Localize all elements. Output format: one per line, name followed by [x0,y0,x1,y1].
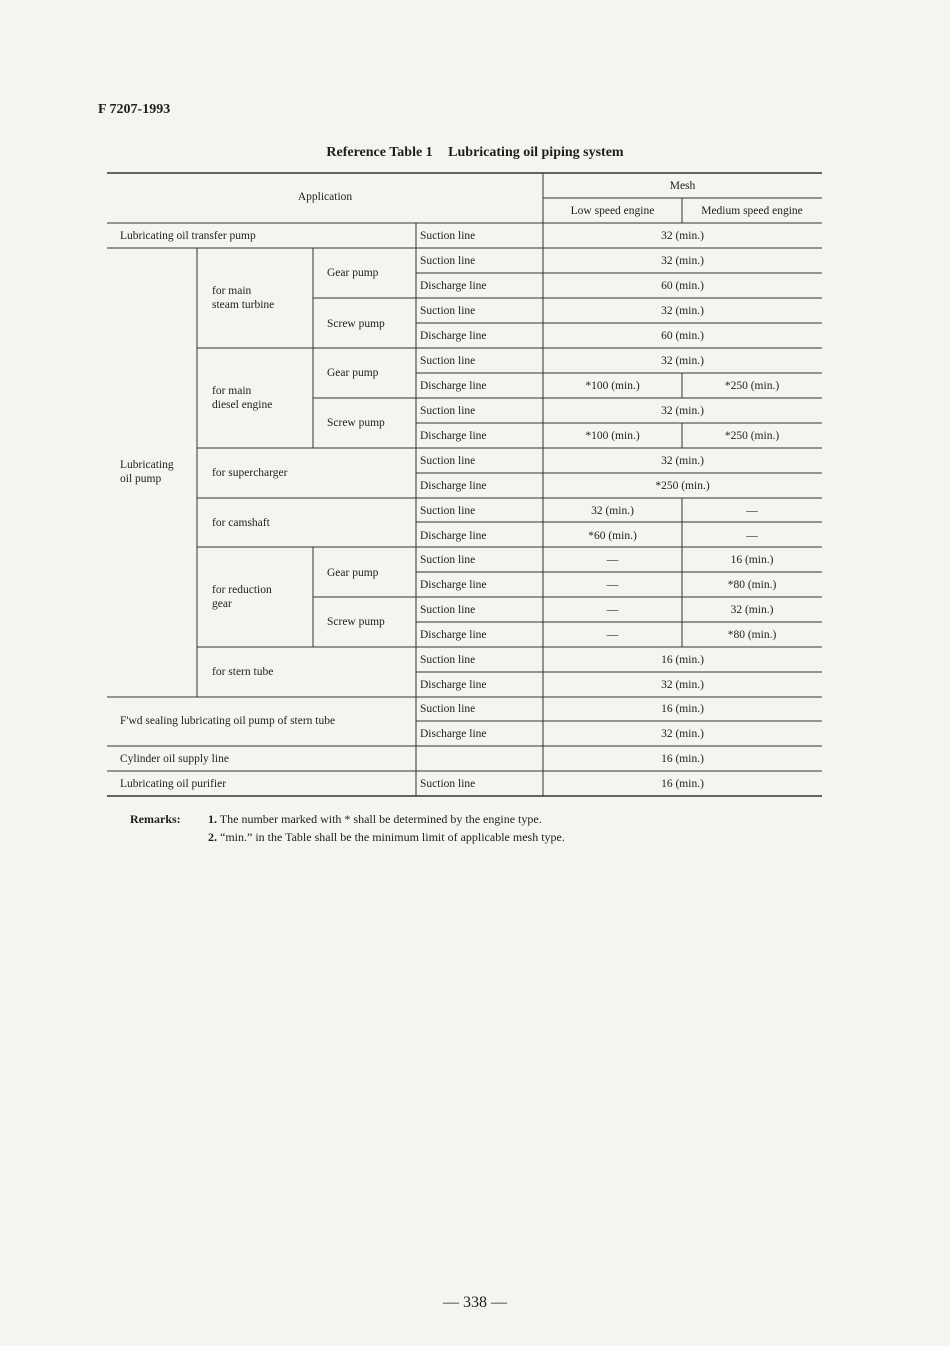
mesh-value: — [606,579,619,591]
mesh-value: 32 (min.) [661,728,704,740]
line-type: Discharge line [420,430,487,442]
mesh-value: *250 (min.) [724,380,780,392]
pump-type-gear: Gear pump [327,367,379,379]
line-type: Suction line [420,255,476,267]
sub-label-stern-tube: for stern tube [212,666,274,678]
pump-type-gear: Gear pump [327,267,379,279]
mesh-value: — [606,629,619,641]
mesh-value: 16 (min.) [661,778,704,790]
remark-text: “min.” in the Table shall be the minimum limit of applicable mesh type. [220,830,565,844]
line-type: Suction line [420,355,476,367]
mesh-value: *100 (min.) [585,380,640,392]
row-label-transfer-pump: Lubricating oil transfer pump [120,230,256,242]
pump-type-screw: Screw pump [327,318,385,330]
mesh-value: *60 (min.) [588,530,637,542]
page-number: — 338 — [443,1294,507,1311]
table-title-reference: Reference Table 1 [326,145,433,160]
mesh-value: 32 (min.) [661,305,704,317]
mesh-value: — [606,604,619,616]
sub-label-reduction-gear: for reduction gear [212,584,272,610]
line-type: Discharge line [420,280,487,292]
mesh-value: 32 (min.) [661,355,704,367]
line-type: Discharge line [420,480,487,492]
header-mesh: Mesh [669,180,696,192]
row-label-cylinder-oil: Cylinder oil supply line [120,753,229,765]
remarks-label: Remarks: [130,812,181,826]
mesh-value: 16 (min.) [661,753,704,765]
pump-type-gear: Gear pump [327,567,379,579]
mesh-value: — [746,530,758,542]
remark-number: 2. [208,830,217,844]
mesh-value: 32 (min.) [661,230,704,242]
mesh-value: 60 (min.) [661,330,704,342]
mesh-value: 32 (min.) [661,255,704,267]
line-type: Discharge line [420,330,487,342]
mesh-value: *100 (min.) [585,430,640,442]
remark-item [208,828,768,846]
line-type: Suction line [420,778,476,790]
row-label-lubricating-oil-pump: Lubricating oil pump [120,459,174,485]
mesh-value: 32 (min.) [730,604,774,616]
mesh-value: 60 (min.) [661,280,704,292]
remark-number: 1. [208,812,217,826]
line-type: Suction line [420,305,476,317]
line-type: Discharge line [420,629,487,641]
mesh-value: 16 (min.) [730,554,774,566]
mesh-value: 32 (min.) [661,679,704,691]
mesh-value: 32 (min.) [591,505,634,517]
table-title-subject: Lubricating oil piping system [448,145,624,160]
line-type: Suction line [420,554,476,566]
row-label-purifier: Lubricating oil purifier [120,778,227,790]
line-type: Suction line [420,230,476,242]
pump-type-screw: Screw pump [327,616,385,628]
mesh-value: 32 (min.) [661,405,704,417]
mesh-value: — [606,554,619,566]
line-type: Suction line [420,455,476,467]
remark-text: The number marked with * shall be determined by the engine type. [219,812,542,826]
line-type: Discharge line [420,728,487,740]
line-type: Suction line [420,703,476,715]
sub-label-main-steam-turbine: for main steam turbine [212,285,275,311]
sub-label-camshaft: for camshaft [212,517,270,529]
mesh-value: 16 (min.) [661,703,704,715]
sub-label-main-diesel-engine: for main diesel engine [212,385,273,411]
mesh-value: *250 (min.) [655,480,710,492]
mesh-value: *80 (min.) [727,579,777,591]
line-type: Suction line [420,654,476,666]
remark-item [208,810,768,828]
mesh-value: 16 (min.) [661,654,704,666]
sub-label-supercharger: for supercharger [212,467,288,479]
pump-type-screw: Screw pump [327,417,385,429]
mesh-value: *80 (min.) [727,629,777,641]
header-application: Application [297,191,353,203]
line-type: Discharge line [420,380,487,392]
mesh-value: *250 (min.) [724,430,780,442]
line-type: Suction line [420,505,476,517]
line-type: Discharge line [420,530,487,542]
line-type: Discharge line [420,679,487,691]
line-type: Suction line [420,405,476,417]
line-type: Suction line [420,604,476,616]
header-low-speed: Low speed engine [570,205,655,217]
header-medium-speed: Medium speed engine [701,205,803,217]
row-label-fwd-sealing: F'wd sealing lubricating oil pump of stern tube [120,715,336,727]
mesh-value: — [746,505,758,517]
standard-code: F 7207-1993 [98,102,171,117]
mesh-value: 32 (min.) [661,455,704,467]
line-type: Discharge line [420,579,487,591]
